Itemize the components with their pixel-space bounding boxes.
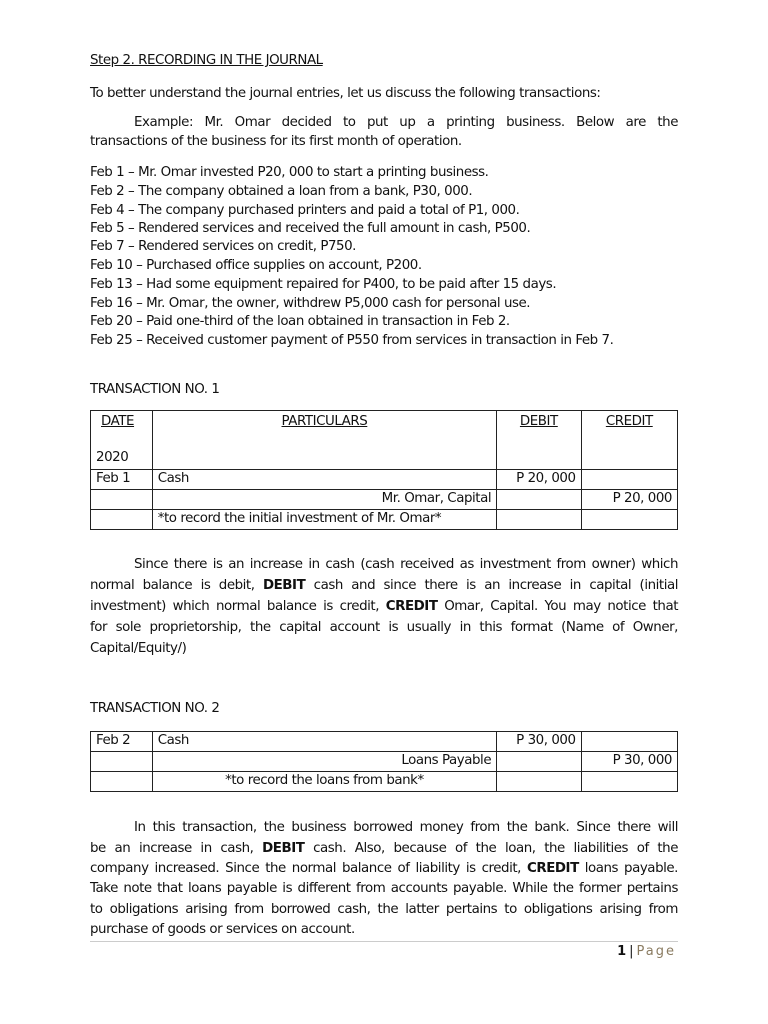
header-particulars [152,411,496,470]
cell-debit [497,490,581,510]
cell-date [91,772,153,792]
header-date [91,411,153,470]
list-item: Feb 1 – Mr. Omar invested P20, 000 to start a printing business. [90,165,489,180]
cell-credit [581,470,677,490]
paragraph-line: to obligations arising from borrowed cash, the latter pertains to obligations arising from [90,902,678,917]
cell-credit [581,510,677,530]
cell-debit: P 30, 000 [497,732,581,752]
text-span: cash and since there is an increase in capital (initial [305,578,678,593]
cell-date [91,490,153,510]
table-row [91,752,678,772]
paragraph-line: Take note that loans payable is different from accounts payable. While the former pertains [90,881,678,896]
page-footer [617,944,676,959]
list-item: Feb 2 – The company obtained a loan from a bank, P30, 000. [90,184,473,199]
cell-credit [581,732,677,752]
example-line-1: Example: Mr. Omar decided to put up a printing business. Below are the [134,115,678,130]
table-row [91,732,678,752]
cell-particulars: Mr. Omar, Capital [152,490,496,510]
cell-credit: P 20, 000 [581,490,677,510]
paragraph-line: purchase of goods or services on account. [90,922,355,937]
bold-term: CREDIT [526,861,579,876]
page-number: 1 [617,944,627,959]
cell-debit [497,752,581,772]
list-item: Feb 4 – The company purchased printers and paid a total of P1, 000. [90,203,520,218]
list-item: Feb 25 – Received customer payment of P550 from services in transaction in Feb 7. [90,333,614,348]
footer-separator: | [629,944,634,959]
paragraph-line: Since there is an increase in cash (cash received as investment from owner) which [134,557,678,572]
paragraph-line: for sole proprietorship, the capital account is usually in this format (Name of Owner, [90,620,678,635]
transaction-1-title: TRANSACTION NO. 1 [90,382,220,397]
header-year: 2020 [96,450,129,465]
list-item: Feb 13 – Had some equipment repaired for P400, to be paid after 15 days. [90,277,557,292]
cell-particulars: *to record the initial investment of Mr. Omar* [152,510,496,530]
journal-table-1 [90,410,678,530]
cell-credit [581,772,677,792]
transaction-2-title: TRANSACTION NO. 2 [90,701,220,716]
table-row [91,470,678,490]
bold-term: DEBIT [262,841,305,856]
header-date-label: DATE [101,414,135,429]
text-span: loans payable. [578,861,678,876]
cell-particulars: *to record the loans from bank* [152,772,496,792]
paragraph-line: In this transaction, the business borrowed money from the bank. Since there will [134,820,678,835]
paragraph-line [90,578,678,593]
header-credit [581,411,677,470]
header-particulars-label: PARTICULARS [281,414,368,429]
header-debit [497,411,581,470]
table-row [91,490,678,510]
bold-term: DEBIT [262,578,306,593]
journal-table-2 [90,731,678,792]
header-credit-label: CREDIT [605,414,653,429]
list-item: Feb 10 – Purchased office supplies on account, P200. [90,258,422,273]
cell-particulars: Loans Payable [152,752,496,772]
header-debit-label: DEBIT [519,414,558,429]
cell-debit [497,510,581,530]
footer-divider [90,941,678,942]
list-item: Feb 5 – Rendered services and received the full amount in cash, P500. [90,221,531,236]
table-row [91,772,678,792]
cell-date: Feb 2 [91,732,153,752]
paragraph-line [90,599,678,614]
intro-text: To better understand the journal entries, let us discuss the following transactions: [90,86,601,101]
table-header-row [91,411,678,470]
paragraph-line: Capital/Equity/) [90,641,187,656]
text-span: investment) which normal balance is credit, [90,599,386,614]
bold-term: CREDIT [385,599,438,614]
list-item: Feb 16 – Mr. Omar, the owner, withdrew P5,000 cash for personal use. [90,296,531,311]
text-span: company increased. Since the normal balance of liability is credit, [90,861,527,876]
list-item: Feb 7 – Rendered services on credit, P750. [90,239,356,254]
cell-particulars: Cash [152,732,496,752]
text-span: normal balance is debit, [90,578,263,593]
text-span: Omar, Capital. You may notice that [437,599,679,614]
page-label: Page [636,944,676,959]
cell-date [91,510,153,530]
cell-debit: P 20, 000 [497,470,581,490]
cell-debit [497,772,581,792]
paragraph-line [90,861,678,876]
section-heading: Step 2. RECORDING IN THE JOURNAL [90,53,323,68]
list-item: Feb 20 – Paid one-third of the loan obtained in transaction in Feb 2. [90,314,510,329]
example-line-2: transactions of the business for its first month of operation. [90,134,462,149]
cell-particulars: Cash [152,470,496,490]
cell-credit: P 30, 000 [581,752,677,772]
text-span: cash. Also, because of the loan, the liabilities of the [304,841,678,856]
cell-date: Feb 1 [91,470,153,490]
cell-date [91,752,153,772]
paragraph-line [90,841,678,856]
text-span: be an increase in cash, [90,841,263,856]
table-row [91,510,678,530]
